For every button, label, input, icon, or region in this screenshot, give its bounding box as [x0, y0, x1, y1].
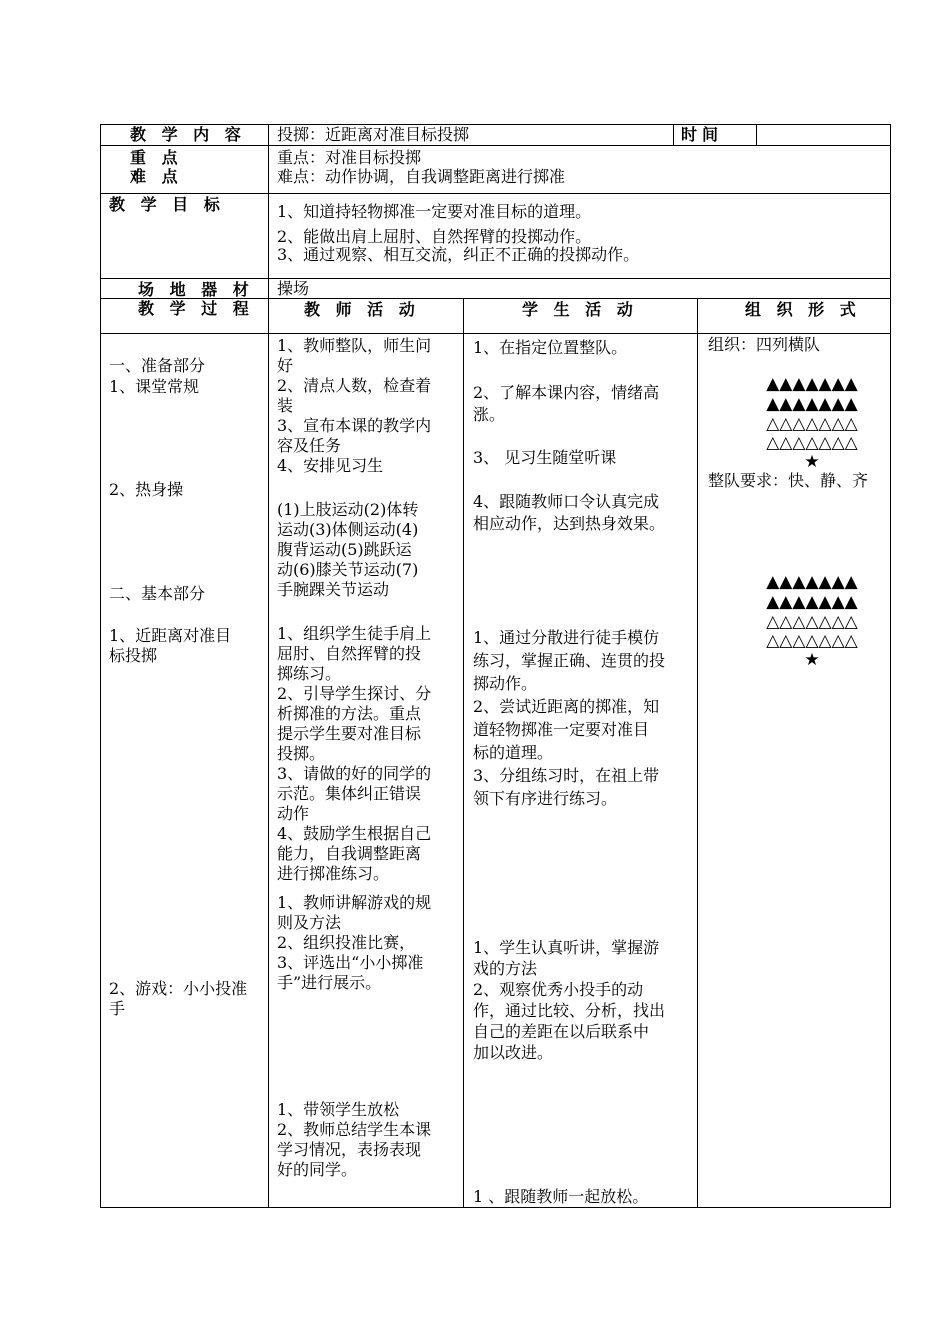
column-header-process: 教 学 过 程 [138, 299, 254, 318]
column-header-student: 学 生 活 动 [522, 300, 638, 319]
content-label: 教 学 内 容 [130, 125, 246, 144]
process-throw: 1、近距离对准目 标投掷 [109, 626, 232, 665]
process-game: 2、游戏：小小投准 手 [109, 979, 248, 1018]
goals-label: 教 学 目 标 [109, 195, 225, 214]
process-routine: 1、课堂常规 [109, 377, 200, 396]
teacher-block: 1、组织学生徒手肩上 屈肘、自然挥臂的投 掷练习。 2、引导学生探讨、分 析掷准的方法。重点 提示学生要对准目标 投掷。 3、请做的好的同学的 示范。集体纠正错误 动作 4、鼓励学生根据自己 能力，自我调整距离 进行掷准练习。 [277, 624, 432, 883]
student-activity: 1、学生认真听讲，掌握游 戏的方法 2、观察优秀小投手的动 作，通过比较、分析，找出 自己的差距在以后联系中 加以改进。 [473, 938, 666, 1062]
student-row-hollow: △△△△△△△ [766, 414, 858, 434]
formation-requirement: 整队要求：快、静、齐 [708, 471, 869, 490]
focus-label: 重 点 [130, 148, 183, 167]
teacher-block: (1)上肢运动(2)体转 运动(3)体侧运动(4) 腹背运动(5)跳跃运 动(6)膝关节运动(7) 手腕踝关节运动 [277, 500, 419, 599]
table-line [268, 124, 269, 1208]
table-line [756, 124, 757, 146]
goal-item: 3、通过观察、相互交流，纠正不正确的投掷动作。 [277, 245, 640, 264]
goal-item: 1、知道持轻物掷准一定要对准目标的道理。 [277, 202, 592, 221]
student-activity: 1、通过分散进行徒手模仿 练习，掌握正确、连贯的投 掷动作。 2、尝试近距离的掷准，知 道轻物掷准一定要对准目 标的道理。 3、分组练习时，在祖上带 领下有序进行练习。 [473, 628, 666, 808]
table-line [890, 124, 891, 1208]
process-warmup: 2、热身操 [109, 480, 184, 499]
time-label: 时间 [681, 125, 724, 144]
venue-label: 场 地 器 材 [138, 280, 254, 299]
teacher-star-icon: ★ [804, 650, 820, 670]
student-row-filled: ▲▲▲▲▲▲▲ [766, 394, 858, 414]
focus-value: 重点：对准目标投掷 [277, 148, 422, 167]
table-line [100, 145, 891, 146]
formation-label: 组织：四列横队 [708, 335, 821, 354]
student-row-filled: ▲▲▲▲▲▲▲ [766, 572, 858, 592]
teacher-block: 1、带领学生放松 2、教师总结学生本课 学习情况，表扬表现 好的同学。 [277, 1100, 432, 1179]
student-row-filled: ▲▲▲▲▲▲▲ [766, 592, 858, 612]
table-line [463, 298, 464, 1208]
student-activity: 1 、跟随教师一起放松。 [473, 1187, 649, 1206]
student-activity: 3、 见习生随堂听课 [473, 448, 617, 467]
column-header-teacher: 教 师 活 动 [304, 300, 420, 319]
table-line [100, 333, 891, 334]
student-activity: 2、了解本课内容，情绪高 涨。 [473, 383, 660, 424]
teacher-star-icon: ★ [804, 452, 820, 472]
student-row-hollow: △△△△△△△ [766, 433, 858, 453]
process-basic: 二、基本部分 [109, 584, 206, 603]
table-line [100, 193, 891, 194]
venue-value: 操场 [277, 279, 310, 298]
difficulty-label: 难 点 [130, 167, 183, 186]
student-row-hollow: △△△△△△△ [766, 612, 858, 632]
content-value: 投掷：近距离对准目标投掷 [277, 125, 470, 144]
table-line [100, 1207, 891, 1208]
table-line [100, 278, 891, 279]
table-line [100, 124, 101, 1208]
goal-item: 2、能做出肩上屈肘、自然挥臂的投掷动作。 [277, 227, 592, 246]
student-activity: 4、跟随教师口令认真完成 相应动作，达到热身效果。 [473, 492, 666, 533]
teacher-block: 1、教师讲解游戏的规 则及方法 2、组织投准比赛， 3、评选出“小小掷准 手”进行展示。 [277, 893, 432, 992]
student-activity: 1、在指定位置整队。 [473, 338, 628, 357]
student-row-filled: ▲▲▲▲▲▲▲ [766, 374, 858, 394]
table-line [697, 298, 698, 1208]
process-prep: 一、准备部分 [109, 356, 206, 375]
difficulty-value: 难点：动作协调，自我调整距离进行掷准 [277, 167, 566, 186]
column-header-organization: 组 织 形 式 [745, 300, 861, 319]
table-line [673, 124, 674, 146]
teacher-block: 1、教师整队，师生问 好 2、清点人数，检查着 装 3、宣布本课的教学内 容及任务 4、安排见习生 [277, 336, 432, 475]
student-row-hollow: △△△△△△△ [766, 631, 858, 651]
